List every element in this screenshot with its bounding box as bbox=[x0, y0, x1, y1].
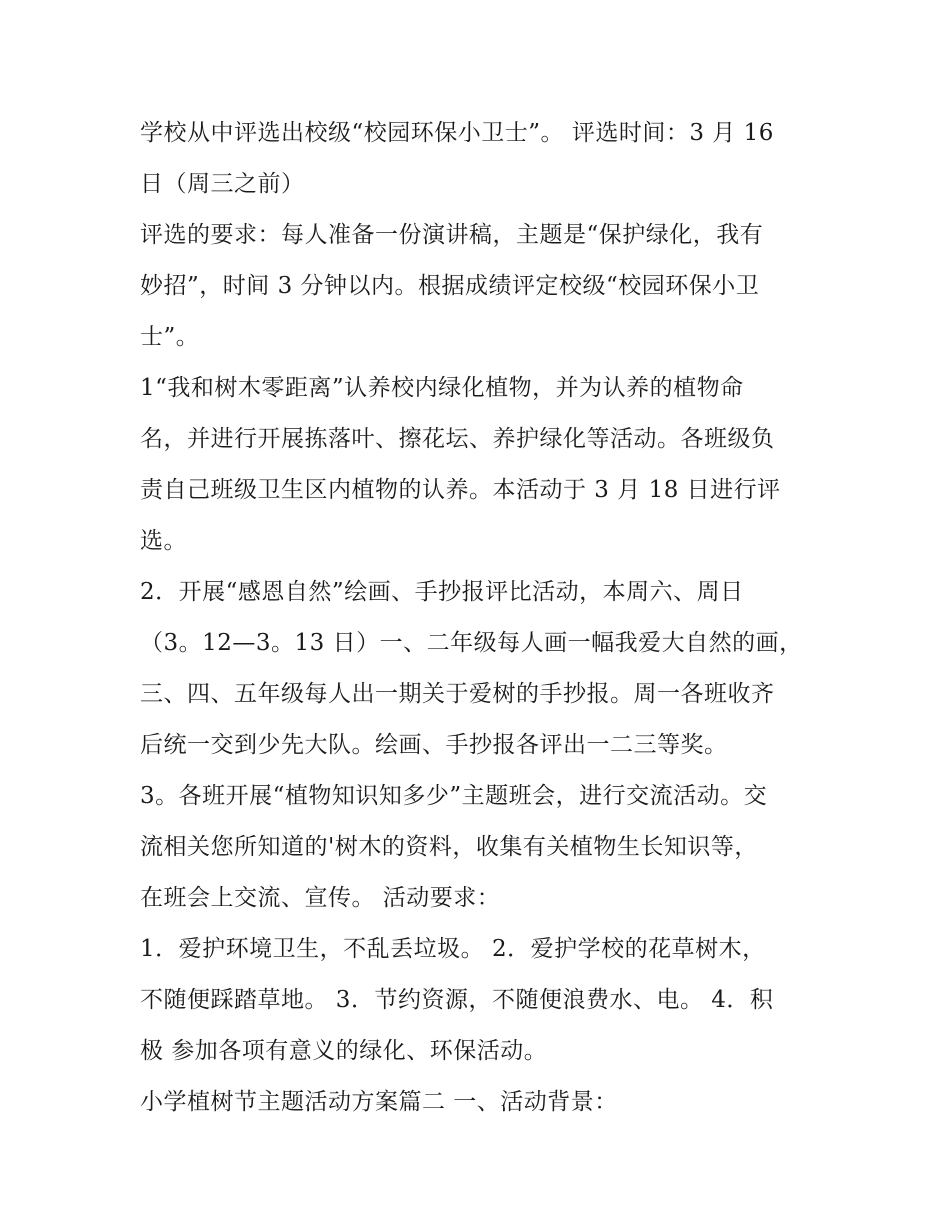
text-line: 评选的要求：每人准备一份演讲稿，主题是“保护绿化，我有 bbox=[140, 222, 764, 248]
text-line: 在班会上交流、宣传。 活动要求： bbox=[140, 885, 501, 911]
text-line: 日（周三之前） bbox=[140, 171, 305, 197]
text-line: 士”。 bbox=[140, 324, 200, 350]
text-line: 学校从中评选出校级“校园环保小卫士”。 评选时间：3 月 16 bbox=[140, 120, 774, 146]
text-line: 1．爱护环境卫生，不乱丢垃圾。 2．爱护学校的花草树木， bbox=[140, 936, 766, 962]
text-line: 小学植树节主题活动方案篇二 一、活动背景： bbox=[140, 1089, 618, 1115]
text-line: （3。12—3。13 日）一、二年级每人画一幅我爱大自然的画， bbox=[140, 630, 803, 656]
text-line: 后统一交到少先大队。绘画、手抄报各评出一二三等奖。 bbox=[140, 732, 728, 758]
text-line: 2．开展“感恩自然”绘画、手抄报评比活动，本周六、周日 bbox=[140, 579, 744, 605]
text-line: 妙招”，时间 3 分钟以内。根据成绩评定校级“校园环保小卫 bbox=[140, 273, 760, 299]
document-body bbox=[140, 108, 820, 1128]
text-line: 1“我和树木零距离”认养校内绿化植物，并为认养的植物命 bbox=[140, 375, 744, 401]
text-line: 流相关您所知道的'树木的资料，收集有关植物生长知识等， bbox=[140, 834, 758, 860]
text-line: 名，并进行开展拣落叶、擦花坛、养护绿化等活动。各班级负 bbox=[140, 426, 775, 452]
text-line: 极 参加各项有意义的绿化、环保活动。 bbox=[140, 1038, 548, 1064]
text-line: 不随便踩踏草地。 3．节约资源，不随便浪费水、电。 4．积 bbox=[140, 987, 774, 1013]
text-line: 责自己班级卫生区内植物的认养。本活动于 3 月 18 日进行评 bbox=[140, 477, 781, 503]
text-line: 3。各班开展“植物知识知多少”主题班会，进行交流活动。交 bbox=[140, 783, 768, 809]
text-line: 三、四、五年级每人出一期关于爱树的手抄报。周一各班收齐 bbox=[140, 681, 775, 707]
text-line: 选。 bbox=[140, 528, 187, 554]
